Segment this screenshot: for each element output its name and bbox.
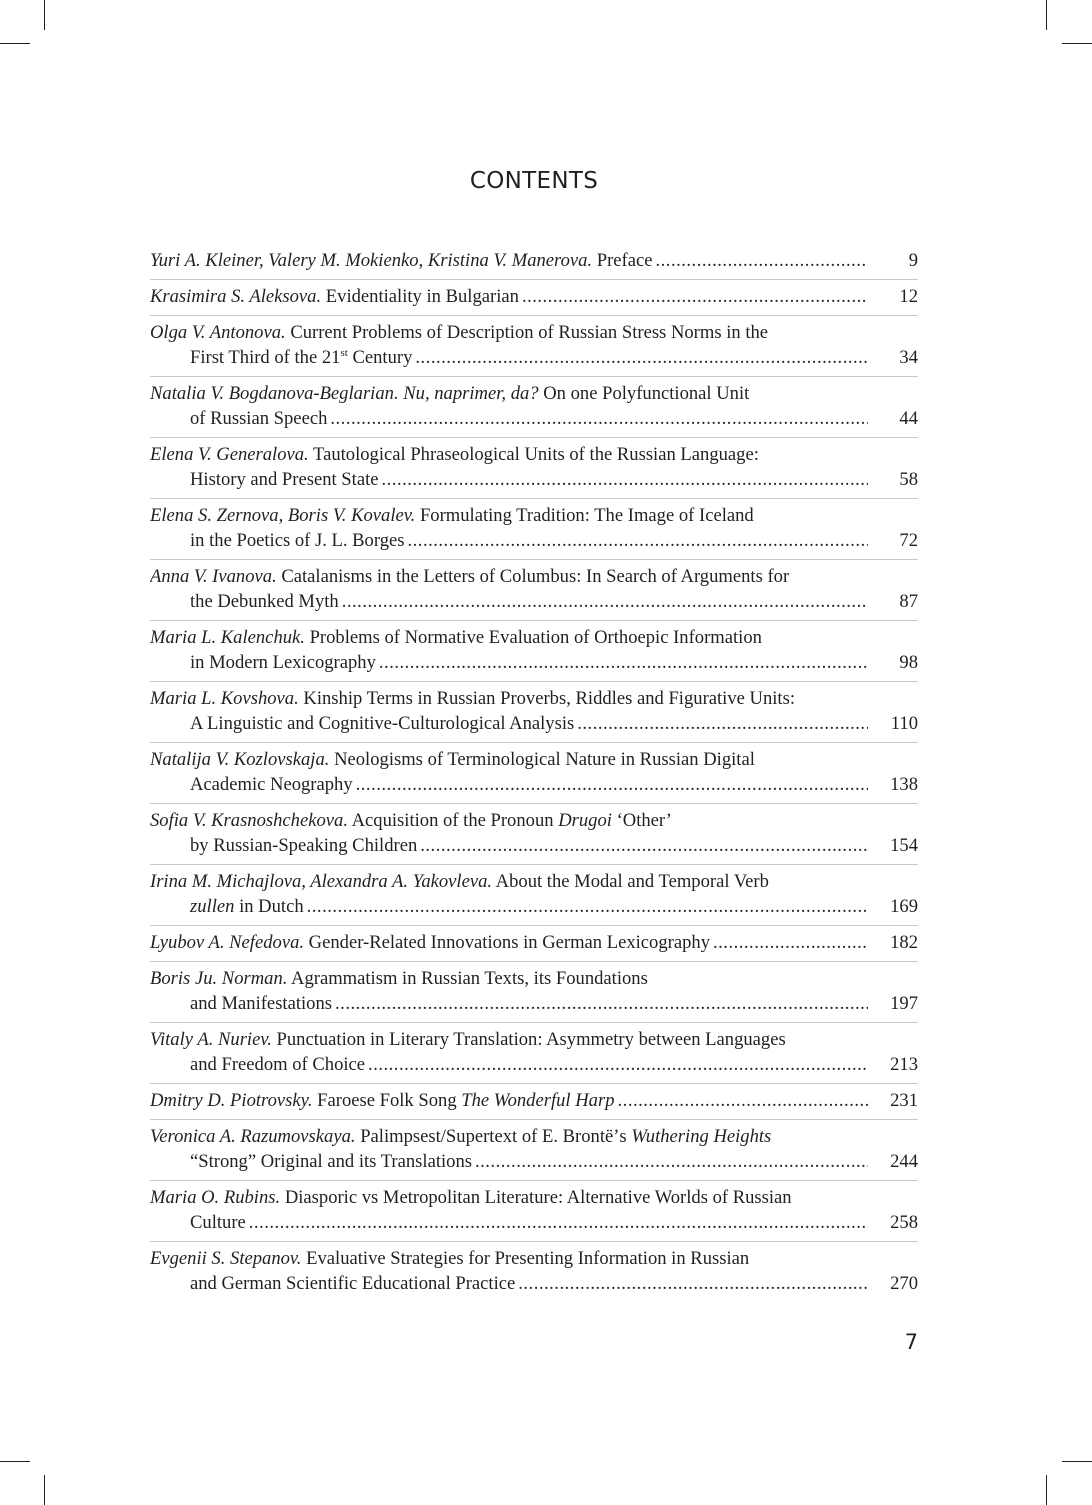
- toc-authors: Maria L. Kovshova.: [150, 688, 299, 709]
- toc-authors: Elena V. Generalova.: [150, 444, 309, 465]
- table-of-contents: [150, 244, 918, 1302]
- toc-entry[interactable]: [150, 1242, 918, 1302]
- toc-title-cont: in the Poetics of J. L. Borges: [190, 530, 405, 551]
- toc-title-italic: Wuthering Heights: [631, 1126, 772, 1147]
- toc-title: Faroese Folk Song: [317, 1090, 457, 1111]
- toc-title-italic: The Wonderful Harp: [461, 1090, 615, 1111]
- toc-authors: Anna V. Ivanova.: [150, 566, 277, 587]
- toc-entry[interactable]: [150, 804, 918, 865]
- toc-entry[interactable]: [150, 1023, 918, 1084]
- toc-authors: Vitaly A. Nuriev.: [150, 1029, 272, 1050]
- toc-title-cont: History and Present State: [190, 469, 379, 490]
- toc-authors: Boris Ju. Norman.: [150, 968, 288, 989]
- toc-title: Neologisms of Terminological Nature in Russian Digital: [334, 749, 755, 770]
- toc-title: Formulating Tradition: The Image of Iceland: [419, 505, 754, 526]
- toc-page-number: 12: [899, 286, 918, 307]
- toc-page-number: 169: [890, 896, 918, 917]
- toc-page-number: 87: [899, 591, 918, 612]
- toc-entry[interactable]: [150, 438, 918, 499]
- toc-title-cont: in Dutch: [234, 896, 304, 917]
- toc-authors: Veronica A. Razumovskaya.: [150, 1126, 356, 1147]
- toc-page-number: 270: [890, 1273, 918, 1294]
- toc-title-cont: First Third of the 21: [190, 347, 341, 368]
- toc-entry[interactable]: [150, 743, 918, 804]
- toc-entry[interactable]: [150, 962, 918, 1023]
- crop-mark: [1062, 43, 1092, 44]
- toc-title-italic: Nu, naprimer, da?: [403, 383, 539, 404]
- toc-title: Current Problems of Description of Russian Stress Norms in the: [290, 322, 769, 343]
- crop-mark: [1046, 0, 1047, 30]
- toc-authors: Sofia V. Krasnoshchekova.: [150, 810, 348, 831]
- toc-title-cont: Culture: [190, 1212, 246, 1233]
- crop-mark: [0, 43, 30, 44]
- toc-title-cont: in Modern Lexicography: [190, 652, 376, 673]
- toc-page-number: 231: [890, 1090, 918, 1111]
- toc-entry[interactable]: [150, 560, 918, 621]
- toc-title: ‘Other’: [611, 810, 672, 831]
- toc-entry[interactable]: [150, 926, 918, 962]
- toc-authors: Maria O. Rubins.: [150, 1187, 281, 1208]
- toc-authors: Maria L. Kalenchuk.: [150, 627, 305, 648]
- toc-title: On one Polyfunctional Unit: [543, 383, 750, 404]
- toc-page-number: 154: [890, 835, 918, 856]
- toc-entry[interactable]: [150, 377, 918, 438]
- toc-title-cont: Academic Neography: [190, 774, 353, 795]
- page-title: CONTENTS: [469, 168, 599, 194]
- toc-title: Evaluative Strategies for Presenting Information in Russian: [306, 1248, 750, 1269]
- toc-title-italic: Drugoi: [558, 810, 612, 831]
- toc-authors: Dmitry D. Piotrovsky.: [150, 1090, 313, 1111]
- toc-title: Evidentiality in Bulgarian: [325, 286, 519, 307]
- toc-entry[interactable]: [150, 865, 918, 926]
- toc-entry[interactable]: [150, 1084, 918, 1120]
- toc-authors: Krasimira S. Aleksova.: [150, 286, 322, 307]
- toc-page-number: 197: [890, 993, 918, 1014]
- toc-entry[interactable]: [150, 316, 918, 377]
- toc-title: Kinship Terms in Russian Proverbs, Riddles and Figurative Units:: [303, 688, 795, 709]
- toc-title-cont: the Debunked Myth: [190, 591, 339, 612]
- toc-authors: Natalia V. Bogdanova-Beglarian.: [150, 383, 399, 404]
- crop-mark: [44, 1475, 45, 1505]
- toc-title-cont: “Strong” Original and its Translations: [190, 1151, 472, 1172]
- toc-title: Problems of Normative Evaluation of Orthoepic Information: [309, 627, 762, 648]
- toc-title: Catalanisms in the Letters of Columbus: In Search of Arguments for: [281, 566, 790, 587]
- toc-entry[interactable]: [150, 1120, 918, 1181]
- toc-title-cont: A Linguistic and Cognitive-Culturological Analysis: [190, 713, 575, 734]
- toc-entry[interactable]: [150, 682, 918, 743]
- toc-title: Preface: [596, 250, 653, 271]
- toc-title: Palimpsest/Supertext of E. Brontё’s: [360, 1126, 627, 1147]
- toc-title-cont: Century: [347, 347, 413, 368]
- toc-authors: Elena S. Zernova, Boris V. Kovalev.: [150, 505, 416, 526]
- toc-page-number: 138: [890, 774, 918, 795]
- toc-entry[interactable]: [150, 499, 918, 560]
- toc-page-number: 182: [890, 932, 918, 953]
- superscript: st: [340, 347, 348, 359]
- toc-page-number: 58: [899, 469, 918, 490]
- toc-page-number: 34: [899, 347, 918, 368]
- toc-page-number: 72: [899, 530, 918, 551]
- toc-title: Acquisition of the Pronoun: [351, 810, 559, 831]
- toc-authors: Natalija V. Kozlovskaja.: [150, 749, 330, 770]
- toc-title: Tautological Phraseological Units of the Russian Language:: [313, 444, 759, 465]
- crop-mark: [0, 1461, 30, 1462]
- crop-mark: [1046, 1475, 1047, 1505]
- crop-mark: [44, 0, 45, 30]
- toc-title-cont: and Freedom of Choice: [190, 1054, 366, 1075]
- toc-title-cont: and Manifestations: [190, 993, 333, 1014]
- toc-page-number: 258: [890, 1212, 918, 1233]
- toc-title-italic: zullen: [190, 896, 235, 917]
- toc-title-cont: of Russian Speech: [190, 408, 328, 429]
- toc-entry[interactable]: [150, 280, 918, 316]
- toc-entry[interactable]: [150, 1181, 918, 1242]
- toc-authors: Olga V. Antonova.: [150, 322, 286, 343]
- toc-title-cont: by Russian-Speaking Children: [190, 835, 418, 856]
- toc-page-number: 244: [890, 1151, 918, 1172]
- toc-authors: Yuri A. Kleiner, Valery M. Mokienko, Kristina V. Manerova.: [150, 250, 593, 271]
- toc-entry[interactable]: [150, 244, 918, 280]
- toc-page-number: 44: [899, 408, 918, 429]
- toc-authors: Irina M. Michajlova, Alexandra A. Yakovleva.: [150, 871, 493, 892]
- toc-title-cont: and German Scientific Educational Practice: [190, 1273, 516, 1294]
- toc-authors: Evgenii S. Stepanov.: [150, 1248, 302, 1269]
- toc-entry[interactable]: [150, 621, 918, 682]
- toc-page-number: 110: [890, 713, 918, 734]
- toc-page-number: 213: [890, 1054, 918, 1075]
- page-number: 7: [904, 1330, 918, 1354]
- toc-title: Punctuation in Literary Translation: Asymmetry between Languages: [276, 1029, 786, 1050]
- toc-title: Agrammatism in Russian Texts, its Foundations: [291, 968, 648, 989]
- crop-mark: [1062, 1461, 1092, 1462]
- toc-title: About the Modal and Temporal Verb: [495, 871, 769, 892]
- toc-title: Gender-Related Innovations in German Lexicography: [308, 932, 710, 953]
- toc-page-number: 98: [899, 652, 918, 673]
- toc-authors: Lyubov A. Nefedova.: [150, 932, 305, 953]
- toc-page-number: 9: [908, 250, 918, 271]
- toc-title: Diasporic vs Metropolitan Literature: Alternative Worlds of Russian: [284, 1187, 792, 1208]
